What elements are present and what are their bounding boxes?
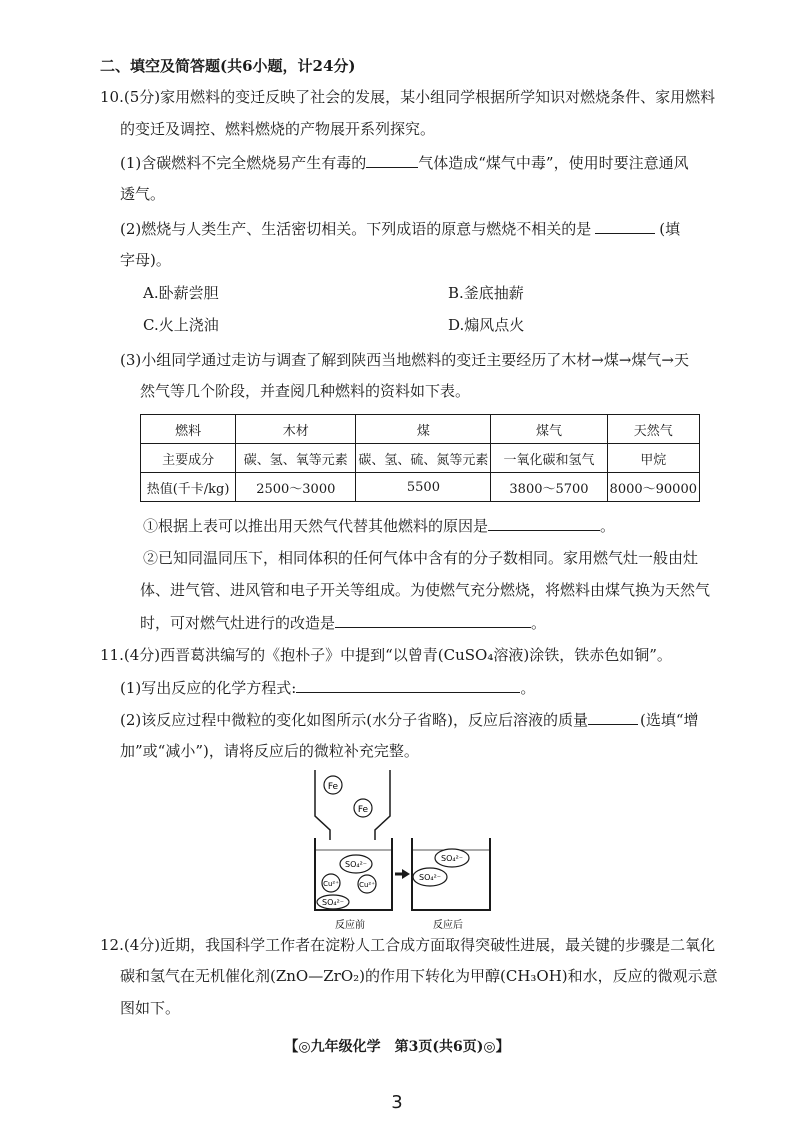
- so4-label: SO₄²⁻: [321, 898, 345, 907]
- table-cell: 木材: [236, 415, 356, 444]
- q11-part2-blank[interactable]: [588, 709, 638, 725]
- copper-ion: [322, 874, 340, 892]
- table-row: [141, 473, 700, 502]
- table-cell: 煤: [356, 415, 491, 444]
- q10-sub1-blank[interactable]: [488, 515, 600, 531]
- q11-part2-text-b: (选填“增: [639, 711, 699, 729]
- sulfate-ion: [317, 895, 349, 909]
- fe-particle: [324, 776, 342, 794]
- q10-part1-text-b: 气体造成“煤气中毒”，使用时要注意通风: [418, 154, 689, 172]
- option-b: B.釜底抽薪: [448, 284, 524, 302]
- q11-part2-cont: 加”或“减小”)，请将反应后的微粒补充完整。: [120, 742, 419, 760]
- q10-part2-text-a: (2)燃烧与人类生产、生活密切相关。下列成语的原意与燃烧不相关的是: [120, 220, 592, 238]
- table-header-row: [141, 415, 700, 444]
- q11-part2: [120, 709, 699, 730]
- table-cell: 甲烷: [607, 444, 699, 473]
- q10-stem-line2: 的变迁及调控、燃料燃烧的产物展开系列探究。: [120, 120, 436, 138]
- q10-stem-line1: 10.(5分)家用燃料的变迁反映了社会的发展，某小组同学根据所学知识对燃烧条件、家用燃料: [100, 88, 716, 106]
- table-cell: 一氧化碳和氢气: [491, 444, 607, 473]
- q11-part1-blank[interactable]: [296, 677, 520, 693]
- option-c: C.火上浇油: [143, 316, 219, 334]
- sulfate-ion: [340, 855, 372, 873]
- q10-part2-blank[interactable]: [595, 218, 655, 234]
- fe-particle: [354, 799, 372, 817]
- section-title: 二、填空及简答题(共6小题，计24分): [100, 57, 356, 75]
- fuel-table: [140, 414, 700, 502]
- table-cell: 主要成分: [141, 444, 236, 473]
- option-d: D.煽风点火: [448, 316, 525, 334]
- page-footer: 【◎九年级化学 第3页(共6页)◎】: [284, 1039, 510, 1055]
- label-after: 反应后: [433, 920, 463, 931]
- q10-part3-line2: 然气等几个阶段，并查阅几种燃料的资料如下表。: [140, 382, 471, 400]
- q10-part3-line1: (3)小组同学通过走访与调查了解到陕西当地燃料的变迁主要经历了木材→煤→煤气→天: [120, 351, 689, 369]
- q10-part2-text-b: (填: [659, 220, 681, 238]
- q12-stem-line1: 12.(4分)近期，我国科学工作者在淀粉人工合成方面取得突破性进展，最关键的步骤是二氧化: [100, 936, 716, 954]
- q10-sub2-line3: [140, 612, 546, 633]
- q11-stem: 11.(4分)西晋葛洪编写的《抱朴子》中提到“以曾青(CuSO₄溶液)涂铁，铁赤色如铜”。: [100, 646, 672, 664]
- q10-part1-text-a: (1)含碳燃料不完全燃烧易产生有毒的: [120, 154, 367, 172]
- table-cell: 3800～5700: [491, 473, 607, 502]
- table-cell: 2500～3000: [236, 473, 356, 502]
- q12-stem-line2: 碳和氢气在无机催化剂(ZnO—ZrO₂)的作用下转化为甲醇(CH₃OH)和水，反应的微观示意: [120, 967, 718, 985]
- q10-part1-blank[interactable]: [366, 152, 418, 168]
- arrow-right-icon: [395, 869, 410, 879]
- table-cell: 碳、氢、硫、氮等元素: [356, 444, 491, 473]
- q10-part2: [120, 218, 680, 239]
- q10-sub1: [143, 515, 615, 536]
- cu-label: Cu²⁺: [323, 880, 339, 888]
- q10-sub2-text: 时，可对燃气灶进行的改造是: [140, 614, 336, 632]
- q10-sub2-line2: 体、进气管、进风管和电子开关等组成。为使燃气充分燃烧，将燃料由煤气换为天然气: [140, 581, 711, 599]
- q11-part1: [120, 677, 535, 698]
- table-cell: 碳、氢、氧等元素: [236, 444, 356, 473]
- dropper-right-wall: [375, 770, 390, 840]
- particle-diagram: [300, 770, 510, 934]
- table-row: [141, 444, 700, 473]
- q10-sub2-end: 。: [531, 614, 547, 632]
- sulfate-ion: [413, 868, 447, 886]
- q10-part1-cont: 透气。: [120, 185, 166, 203]
- fe-label: Fe: [357, 805, 369, 815]
- table-cell: 5500: [356, 473, 491, 502]
- cu-label: Cu²⁺: [359, 881, 375, 889]
- label-before: 反应前: [335, 920, 365, 931]
- q10-sub2-line1: ②已知同温同压下，相同体积的任何气体中含有的分子数相同。家用燃气灶一般由灶: [143, 549, 699, 567]
- table-cell: 热值(千卡/kg): [141, 473, 236, 502]
- q11-part1-end: 。: [520, 679, 536, 697]
- table-cell: 煤气: [491, 415, 607, 444]
- copper-ion: [358, 875, 376, 893]
- option-a: A.卧薪尝胆: [143, 284, 219, 302]
- so4-label: SO₄²⁻: [440, 854, 464, 863]
- table-cell: 燃料: [141, 415, 236, 444]
- fe-label: Fe: [327, 782, 339, 792]
- q10-part1: [120, 152, 689, 173]
- page-number: 3: [391, 1092, 403, 1113]
- q10-sub1-text: ①根据上表可以推出用天然气代替其他燃料的原因是: [143, 517, 489, 535]
- q10-sub1-end: 。: [600, 517, 616, 535]
- q10-sub2-blank[interactable]: [335, 612, 531, 628]
- table-cell: 8000～90000: [607, 473, 699, 502]
- so4-label: SO₄²⁻: [418, 873, 442, 882]
- table-cell: 天然气: [607, 415, 699, 444]
- sulfate-ion: [435, 849, 469, 867]
- q11-part2-text-a: (2)该反应过程中微粒的变化如图所示(水分子省略)，反应后溶液的质量: [120, 711, 588, 729]
- q12-stem-line3: 图如下。: [120, 999, 181, 1017]
- q10-part2-cont: 字母)。: [120, 251, 171, 269]
- q11-part1-text: (1)写出反应的化学方程式:: [120, 679, 297, 697]
- so4-label: SO₄²⁻: [344, 860, 368, 869]
